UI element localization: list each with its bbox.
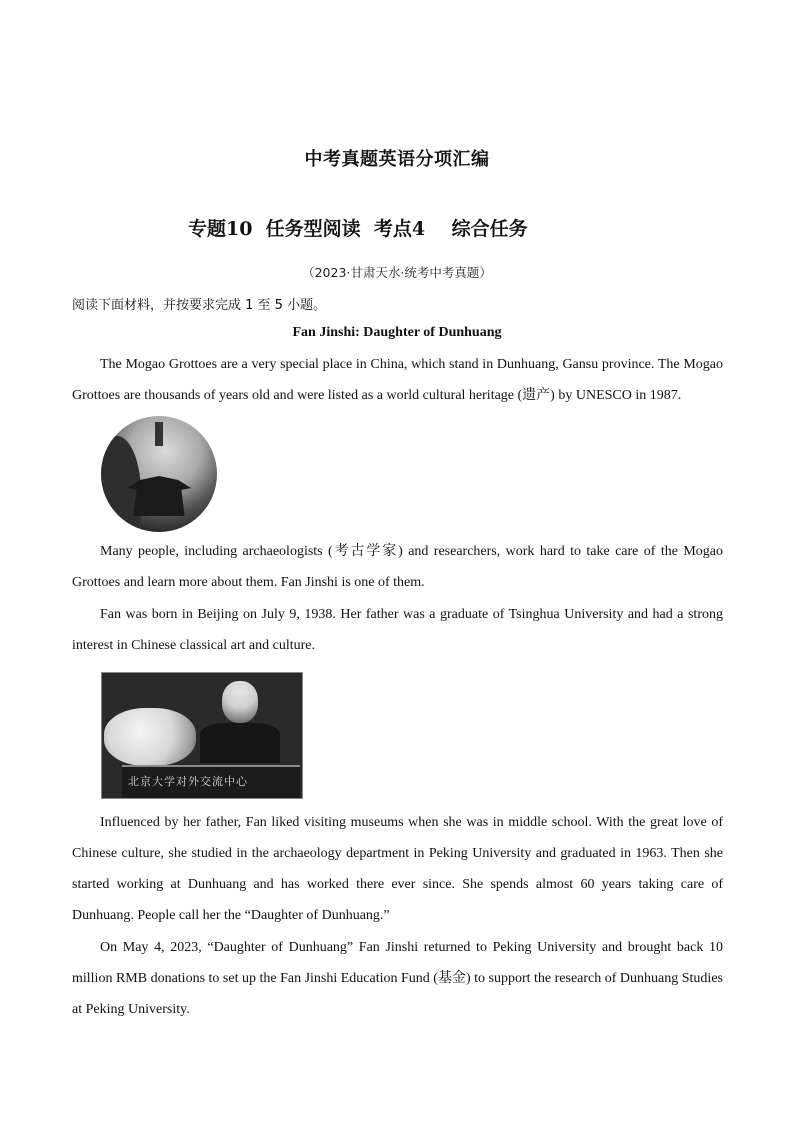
- article-title: Fan Jinshi: Daughter of Dunhuang: [292, 325, 502, 340]
- pavilion-roof: [127, 476, 191, 516]
- speaker-head: [222, 681, 258, 723]
- fan-jinshi-speech-photo: [101, 672, 303, 799]
- article-paragraph-5: On May 4, 2023, “Daughter of Dunhuang” Fan Jinshi returned to Peking University and brought back 10 million RMB donations to set up the Fan Jinshi Education Fund (基金) to support the research of Dunhuang Studies at Peking University.: [72, 940, 723, 1017]
- article-paragraph-2: Many people, including archaeologists (考古学家) and researchers, work hard to take care of the Mogao Grottoes and learn more about them. Fan Jinshi is one of them.: [72, 544, 723, 590]
- instruction-text: 阅读下面材料，并按要求完成 1 至 5 小题。: [72, 298, 327, 313]
- article-paragraph-3: Fan was born in Beijing on July 9, 1938. Her father was a graduate of Tsinghua University and had a strong interest in Chinese classical art and culture.: [72, 607, 723, 653]
- podium-caption: 北京大学对外交流中心: [128, 775, 248, 788]
- mogao-pavilion-photo: [101, 416, 217, 532]
- source-note: （2023·甘肃天水·统考中考真题）: [302, 265, 492, 280]
- article-paragraph-1: The Mogao Grottoes are a very special place in China, which stand in Dunhuang, Gansu province. The Mogao Grottoes are thousands of years old and were listed as a world cultural heritage (遗产) by UNESCO in 1987.: [72, 357, 723, 403]
- flower-bouquet: [104, 708, 196, 766]
- article-paragraph-4: Influenced by her father, Fan liked visiting museums when she was in middle school. With the great love of Chinese culture, she studied in the archaeology department in Peking University and graduated in 1963. Then she started working at Dunhuang and has worked there ever since. She spends almost 60 years taking care of Dunhuang. People call her the “Daughter of Dunhuang.”: [72, 815, 723, 923]
- speaker-body: [200, 723, 280, 763]
- pavilion-sign: [155, 422, 163, 446]
- collection-title: 中考真题英语分项汇编: [304, 149, 490, 170]
- topic-title: 专题10 任务型阅读 考点4 综合任务: [188, 218, 528, 240]
